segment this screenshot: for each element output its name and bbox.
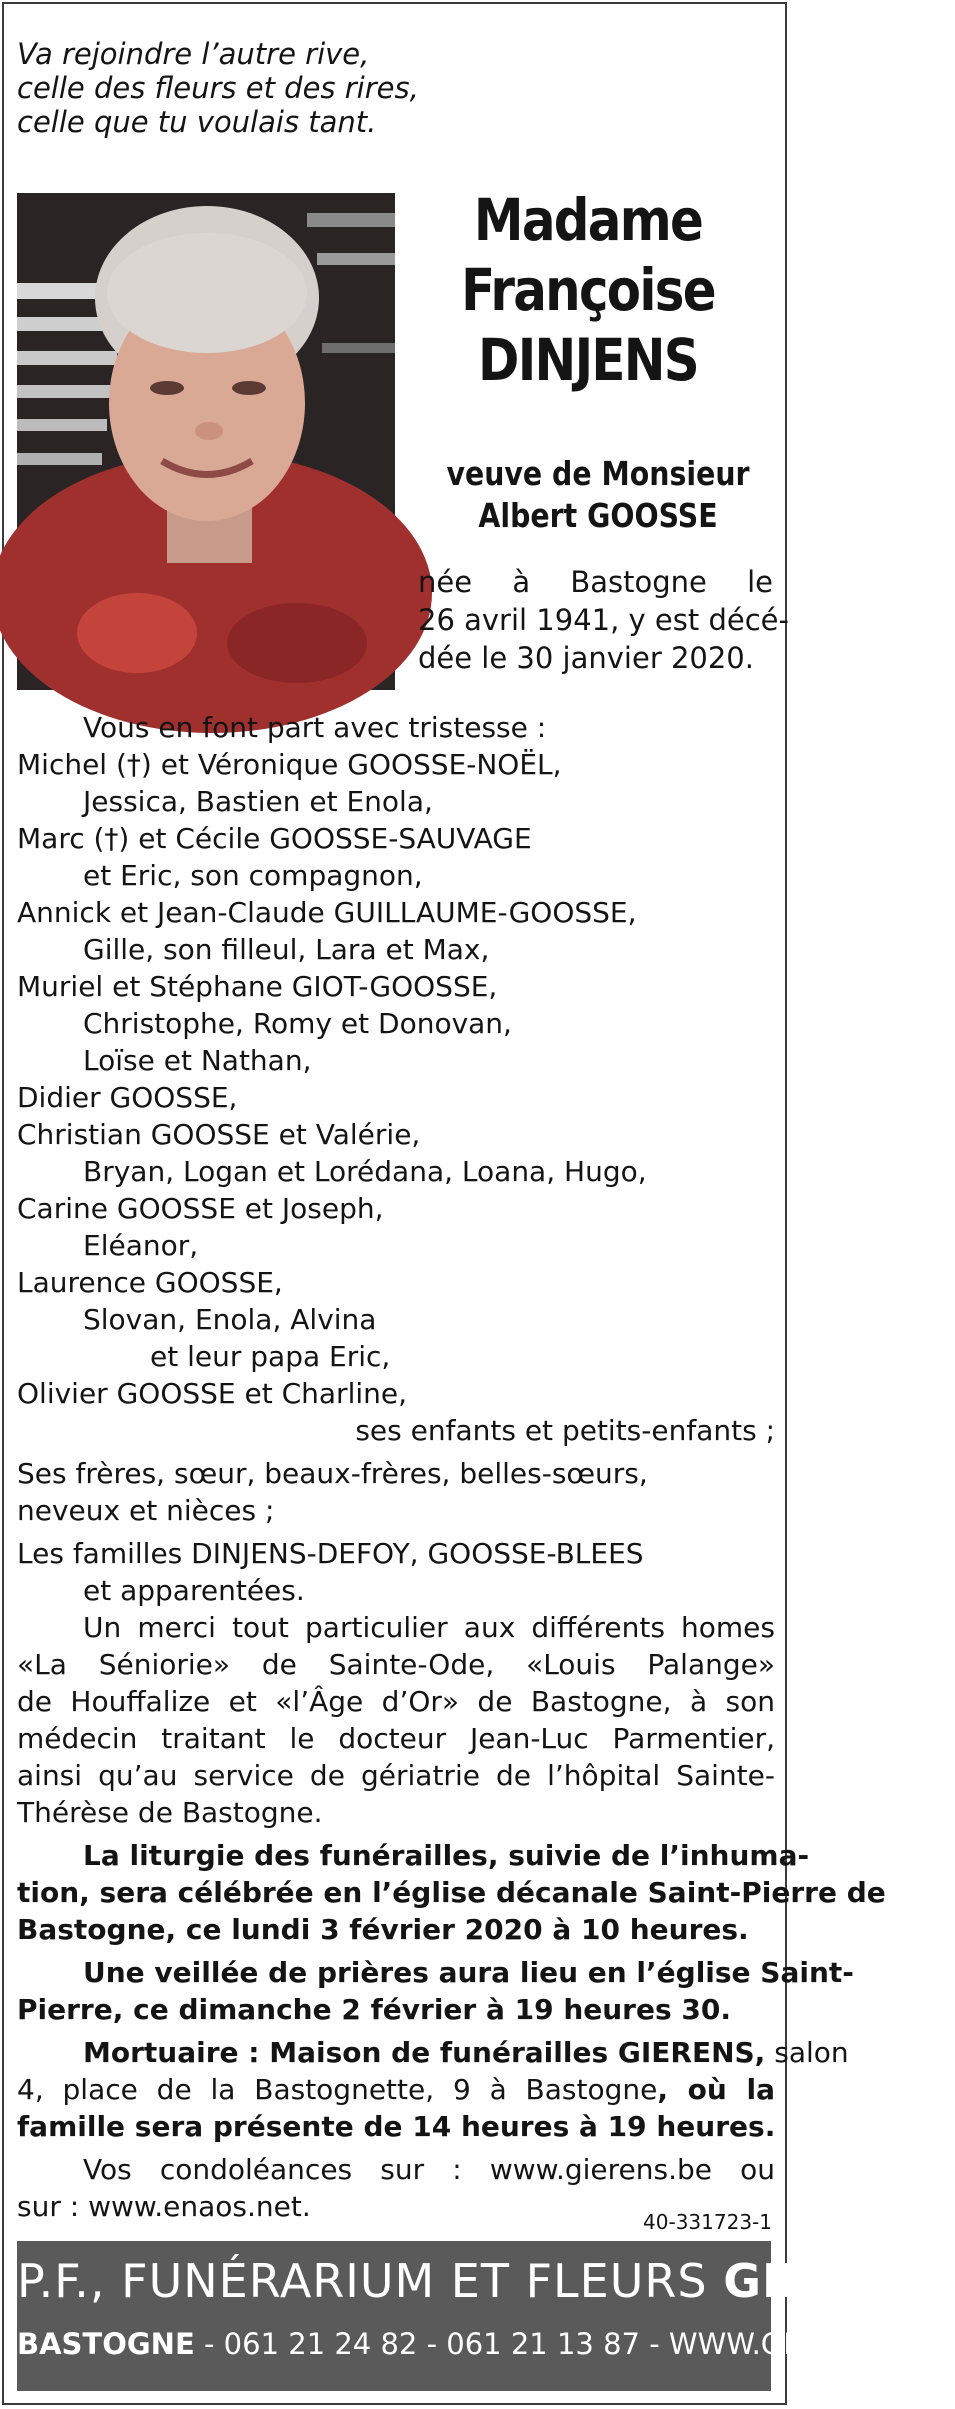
banner-contact — [17, 2326, 937, 2362]
family-line: Didier GOOSSE, — [17, 1081, 238, 1114]
mortuary-line — [17, 2034, 849, 2071]
family-line: Loïse et Nathan, — [83, 1044, 312, 1077]
widow-line: veuve de Monsieur — [446, 454, 750, 493]
family-line: Laurence GOOSSE, — [17, 1266, 283, 1299]
thanks-line: Un merci tout particulier aux différents homes — [83, 1611, 775, 1644]
family-line: Marc (†) et Cécile GOOSSE-SAUVAGE — [17, 822, 532, 855]
poem-line: celle que tu voulais tant. — [17, 105, 377, 139]
banner-brand: GIERENS — [723, 2254, 955, 2308]
thanks-line: «La Séniorie» de Sainte-Ode, «Louis Palange» — [17, 1648, 775, 1681]
poem — [17, 37, 419, 139]
mortuary-label: Mortuaire : Maison de funérailles GIERENS, — [83, 2036, 766, 2069]
birth-line: dée le 30 janvier 2020. — [418, 641, 754, 675]
thanks-line: Thérèse de Bastogne. — [17, 1796, 323, 1829]
thanks-line: de Houffalize et «l’Âge d’Or» de Bastogne, à son — [17, 1685, 775, 1718]
mortuary-line — [17, 2071, 775, 2108]
vigil-line: Une veillée de prières aura lieu en l’église Saint- — [83, 1956, 854, 1989]
birth-line: 26 avril 1941, y est décé- — [418, 603, 789, 637]
family-line: Gille, son filleul, Lara et Max, — [83, 933, 490, 966]
liturgy-line: La liturgie des funérailles, suivie de l’inhuma- — [83, 1839, 810, 1872]
name-title: Madame — [473, 186, 703, 254]
family-line: Bryan, Logan et Lorédana, Loana, Hugo, — [83, 1155, 647, 1188]
condolences-line: sur : www.enaos.net. — [17, 2190, 311, 2223]
poem-line: celle des fleurs et des rires, — [17, 71, 419, 105]
deceased-name — [426, 185, 749, 395]
banner-title-text: P.F., FUNÉRARIUM ET FLEURS — [17, 2254, 724, 2308]
funeral-home-banner — [17, 2241, 955, 2391]
family-line: Muriel et Stéphane GIOT-GOOSSE, — [17, 970, 498, 1003]
widow-line: Albert GOOSSE — [478, 496, 718, 535]
mortuary-address: 4, place de la Bastognette, 9 à Bastogne — [17, 2073, 658, 2106]
birth-line: née à Bastogne le — [418, 565, 773, 599]
family-line: Jessica, Bastien et Enola, — [83, 785, 433, 818]
family-line: Annick et Jean-Claude GUILLAUME-GOOSSE, — [17, 896, 637, 929]
family-line: et leur papa Eric, — [150, 1340, 391, 1373]
mortuary-presence: , où la — [657, 2073, 775, 2106]
poem-line: Va rejoindre l’autre rive, — [17, 37, 370, 71]
notice-body — [17, 709, 886, 2225]
family-line: Michel (†) et Véronique GOOSSE-NOËL, — [17, 748, 562, 781]
banner-phones-web: - 061 21 24 82 - 061 21 13 87 - WWW.GIERENS.BE — [194, 2327, 937, 2361]
family-line: Eléanor, — [83, 1229, 199, 1262]
condolences-line: Vos condoléances sur : www.gierens.be ou — [83, 2153, 775, 2186]
liturgy-line: tion, sera célébrée en l’église décanale Saint-Pierre de — [17, 1876, 886, 1909]
siblings-line: neveux et nièces ; — [17, 1494, 275, 1527]
portrait-photo — [17, 193, 395, 690]
thanks-line: médecin traitant le docteur Jean-Luc Parmentier, — [17, 1722, 775, 1755]
vigil-line: Pierre, ce dimanche 2 février à 19 heures 30. — [17, 1993, 731, 2026]
family-line: Christophe, Romy et Donovan, — [83, 1007, 512, 1040]
mortuary-line: famille sera présente de 14 heures à 19 heures. — [17, 2110, 776, 2143]
reference-number: 40-331723-1 — [643, 2210, 772, 2234]
family-intro: Vous en font part avec tristesse : — [83, 711, 547, 744]
family-line: Slovan, Enola, Alvina — [83, 1303, 377, 1336]
name-first: Françoise — [461, 256, 715, 324]
family-summary: ses enfants et petits-enfants ; — [355, 1414, 775, 1447]
birth-death-info — [418, 563, 789, 677]
widow-of — [445, 453, 751, 537]
family-line: et Eric, son compagnon, — [83, 859, 423, 892]
family-line: Olivier GOOSSE et Charline, — [17, 1377, 408, 1410]
families-line: Les familles DINJENS-DEFOY, GOOSSE-BLEES — [17, 1537, 644, 1570]
banner-title — [17, 2253, 955, 2309]
banner-city: BASTOGNE — [17, 2327, 195, 2361]
siblings-line: Ses frères, sœur, beaux-frères, belles-sœurs, — [17, 1457, 648, 1490]
families-line: et apparentées. — [83, 1574, 305, 1607]
name-last: DINJENS — [478, 326, 698, 394]
family-line: Christian GOOSSE et Valérie, — [17, 1118, 421, 1151]
family-line: Carine GOOSSE et Joseph, — [17, 1192, 384, 1225]
thanks-line: ainsi qu’au service de gériatrie de l’hôpital Sainte- — [17, 1759, 775, 1792]
liturgy-line: Bastogne, ce lundi 3 février 2020 à 10 heures. — [17, 1913, 749, 1946]
mortuary-salon: salon — [765, 2036, 849, 2069]
